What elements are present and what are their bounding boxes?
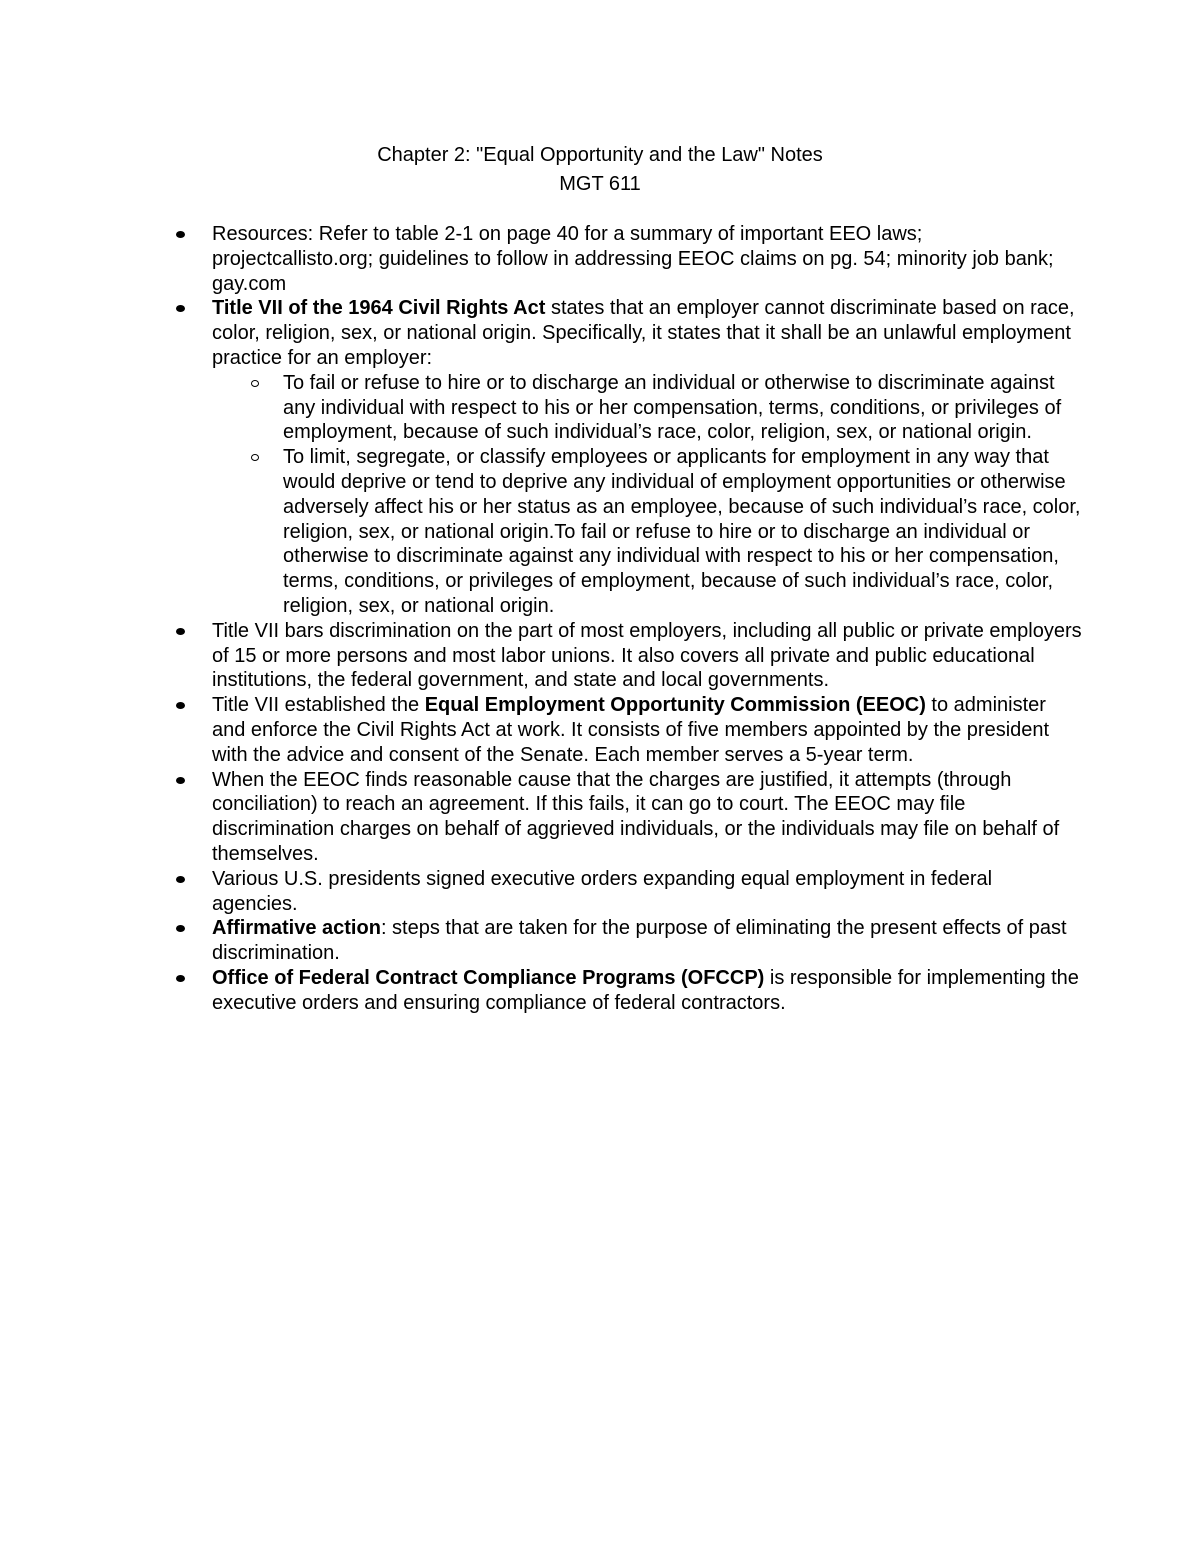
list-item-text: states that an employer cannot discriminate based on race, color, religion, sex, or national origin. Specifically, it states that it shall be an unlawful employment practice for an employer: [212,297,1075,369]
bullet-icon [176,702,185,709]
list-item-ofccp [212,966,1082,1016]
list-item-text: Title VII bars discrimination on the part of most employers, including all public or private employers of 15 or more persons and most labor unions. It also covers all private and public educational institutions, the federal government, and state and local governments. [212,619,1082,692]
sub-list-item-text: To limit, segregate, or classify employees or applicants for employment in any way that would deprive or tend to deprive any individual of employment opportunities or otherwise adversely affect his or her status as an employee, because of such individual’s race, color, religion, sex, or national origin.To fail or refuse to hire or to discharge an individual or otherwise to discriminate against any individual with respect to his or her compensation, terms, conditions, or privileges of employment, because of such individual’s race, color, religion, sex, or national origin. [283,446,1081,617]
hollow-bullet-icon [251,454,259,461]
bullet-icon [176,305,185,312]
list-item-text: is responsible for implementing the executive orders and ensuring compliance of federal contractors. [212,966,1079,1014]
list-item-executive-orders [212,867,1082,917]
list-item-bold-term: Office of Federal Contract Compliance Programs (OFCCP) [212,966,765,989]
bullet-icon [176,628,185,635]
list-item-text: : steps that are taken for the purpose of eliminating the present effects of past discrimination. [212,917,1067,965]
list-item-bold-term: Equal Employment Opportunity Commission (EEOC) [424,694,926,717]
notes-list [212,222,1082,1016]
course-code: MGT 611 [559,173,641,195]
sub-list-item [283,445,1082,619]
notes-body [212,222,1082,1016]
bullet-icon [176,925,185,932]
bullet-icon [176,876,185,883]
list-item-affirmative-action [212,916,1082,966]
list-item-text: to administer and enforce the Civil Rights Act at work. It consists of five members appointed by the president with the advice and consent of the Senate. Each member serves a 5-year term. [212,694,1050,766]
list-item-title-vii [212,296,1082,618]
list-item-prefix: Title VII established the [212,694,425,717]
list-item-coverage [212,619,1082,693]
hollow-bullet-icon [251,380,259,387]
list-item-text: When the EEOC finds reasonable cause that the charges are justified, it attempts (through conciliation) to reach an agreement. If this fails, it can go to court. The EEOC may file discrimination charges on behalf of aggrieved individuals, or the individuals may file on behalf of themselves. [212,768,1060,865]
document-header [0,141,1200,199]
list-item-bold-term: Affirmative action [212,917,381,940]
list-item-eeoc [212,693,1082,767]
list-item-bold-term: Title VII of the 1964 Civil Rights Act [212,297,546,320]
bullet-icon [176,777,185,784]
list-item-resources [212,222,1082,296]
list-item-reasonable-cause [212,768,1082,867]
sub-list [212,371,1082,619]
list-item-text: Resources: Refer to table 2-1 on page 40 for a summary of important EEO laws; projectcallisto.org; guidelines to follow in addressing EEOC claims on pg. 54; minority job bank; gay.com [212,223,1054,295]
document-title: Chapter 2: "Equal Opportunity and the Law" Notes [377,144,823,166]
bullet-icon [176,231,185,238]
bullet-icon [176,975,185,982]
sub-list-item-text: To fail or refuse to hire or to discharge an individual or otherwise to discriminate against any individual with respect to his or her compensation, terms, conditions, or privileges of employment, because of such individual’s race, color, religion, sex, or national origin. [283,371,1062,444]
list-item-text: Various U.S. presidents signed executive orders expanding equal employment in federal agencies. [212,867,993,915]
sub-list-item [283,371,1082,445]
